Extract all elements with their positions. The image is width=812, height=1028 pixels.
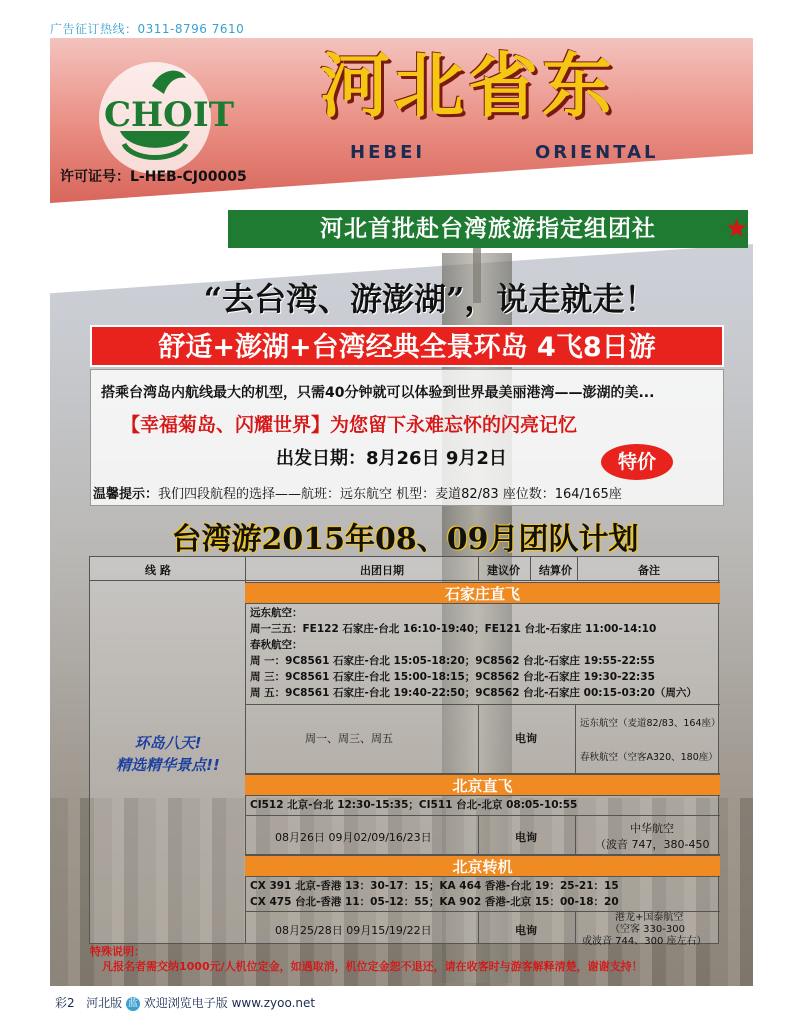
- remark-cell: 港龙+国泰航空: [615, 912, 684, 923]
- departure-dates: 出发日期：8月26日 9月2日: [276, 448, 507, 469]
- slogan: “去台湾、游澎湖”，说走就走！: [203, 280, 657, 318]
- tip-text: 我们四段航程的选择——航班：远东航空 机型：麦道82/83 座位数：164/165座: [158, 487, 622, 502]
- table-divider: [577, 557, 578, 581]
- route-line: 环岛八天!: [134, 734, 202, 752]
- friendly-tip: [93, 483, 622, 502]
- table-divider: [478, 816, 479, 854]
- section-beijing-direct: 北京直飞: [245, 774, 720, 796]
- company-name-cn: 河北省东: [320, 44, 616, 127]
- tip-label: 温馨提示：: [93, 487, 159, 502]
- table-divider: [478, 557, 479, 581]
- logo-text: CHOIT: [104, 95, 235, 135]
- special-notes: [90, 944, 643, 974]
- table-header-row: [90, 557, 720, 581]
- table-divider: [478, 912, 479, 944]
- table-divider: [575, 816, 576, 854]
- dates-cell: 周一、周三、周五: [305, 732, 393, 745]
- remark-cell: （空客 330-300: [610, 924, 685, 935]
- flight-schedule: CX 391 北京-香港 13：30-17：15；KA 464 香港-台北 19：25-21：15 CX 475 台北-香港 11：05-12：55；KA 902 香港-北京 15：00-18：20: [250, 880, 619, 908]
- dates-cell: 08月26日 09月02/09/16/23日: [275, 831, 432, 844]
- info-highlight: 【幸福菊岛、闪耀世界】为您留下永难忘怀的闪亮记忆: [121, 414, 578, 436]
- table-divider: [478, 705, 479, 773]
- col-suggested-price: 建议价: [487, 564, 520, 577]
- zyoo-icon: 蓝: [127, 997, 138, 1009]
- star-icon: ★: [725, 214, 749, 244]
- col-settlement-price: 结算价: [539, 564, 572, 577]
- col-dates: 出团日期: [360, 564, 404, 577]
- notes-text: 凡报名者需交纳1000元/人机位定金，如遇取消，机位定金恕不退还，请在收客时与游客解释清楚，谢谢支持！: [102, 960, 643, 973]
- table-divider: [530, 557, 531, 581]
- col-route: 线 路: [145, 564, 171, 577]
- page-number: 彩2: [55, 996, 75, 1010]
- plan-title: 台湾游2015年08、09月团队计划: [171, 522, 639, 557]
- footer-link[interactable]: 欢迎浏览电子版 www.zyoo.net: [143, 996, 316, 1010]
- section-beijing-transfer: 北京转机: [245, 855, 720, 877]
- remark-cell: 远东航空（麦道82/83、164座）: [580, 718, 721, 729]
- company-name-en-right: ORIENTAL: [535, 142, 659, 163]
- tour-info-box: [90, 369, 724, 506]
- special-price-badge: 特价: [601, 444, 673, 480]
- edition-label: 河北版: [86, 996, 123, 1010]
- flight-schedule: CI512 北京-台北 12:30-15:35；CI511 台北-北京 08:05-10:55: [250, 799, 578, 811]
- company-name-en-left: HEBEI: [350, 142, 426, 163]
- remark-cell: （波音 747，380-450: [595, 838, 710, 851]
- price-cell: 电询: [515, 732, 537, 745]
- route-description: [98, 732, 238, 776]
- flight-schedule: 远东航空： 周一三五：FE122 石家庄-台北 16:10-19:40；FE121 台北-石家庄 11:00-14:10 春秋航空： 周 一：9C8561 石家庄-台北 15:05-18:20；9C8562 台北-石家庄 19:55-22:55 周 三：9C8561 石家庄-台北 15:00-18:15；9C8562 台北-石家庄 19:30-22:35 周 五：9C8561 石家庄-台北 19:40-22:50；9C8562 台北-石家庄 00:15-03:20（周六）: [250, 607, 697, 699]
- table-divider: [575, 912, 576, 944]
- remark-cell: 中华航空: [630, 822, 674, 835]
- table-row: [245, 911, 720, 947]
- remark-cell: 春秋航空（空客A320、180座）: [580, 752, 718, 763]
- designated-agency-banner: 河北首批赴台湾旅游指定组团社: [228, 210, 748, 248]
- page-footer: [55, 994, 315, 1011]
- route-line: 精选精华景点!!: [116, 756, 220, 774]
- table-divider: [575, 705, 576, 773]
- company-logo: [90, 56, 235, 176]
- table-row: [245, 704, 720, 774]
- license-number: 许可证号：L-HEB-CJ00005: [60, 169, 247, 185]
- price-cell: 电询: [515, 831, 537, 844]
- info-intro: 搭乘台湾岛内航线最大的机型，只需40分钟就可以体验到世界最美丽港湾——澎湖的美...: [101, 385, 655, 401]
- ad-hotline: 广告征订热线：0311-8796 7610: [50, 22, 245, 36]
- price-cell: 电询: [515, 924, 537, 937]
- section-shijiazhuang-direct: 石家庄直飞: [245, 582, 720, 604]
- dates-cell: 08月25/28日 09月15/19/22日: [275, 924, 432, 937]
- col-remarks: 备注: [638, 564, 660, 577]
- advertisement-page: [50, 38, 753, 986]
- notes-label: 特殊说明：: [90, 945, 145, 958]
- tour-title-bar: 舒适+澎湖+台湾经典全景环岛 4飞8日游: [90, 325, 724, 367]
- table-row: [245, 815, 720, 855]
- schedule-table: [89, 556, 721, 947]
- remark-cell: 或波音 744、300 座左右）: [582, 936, 707, 947]
